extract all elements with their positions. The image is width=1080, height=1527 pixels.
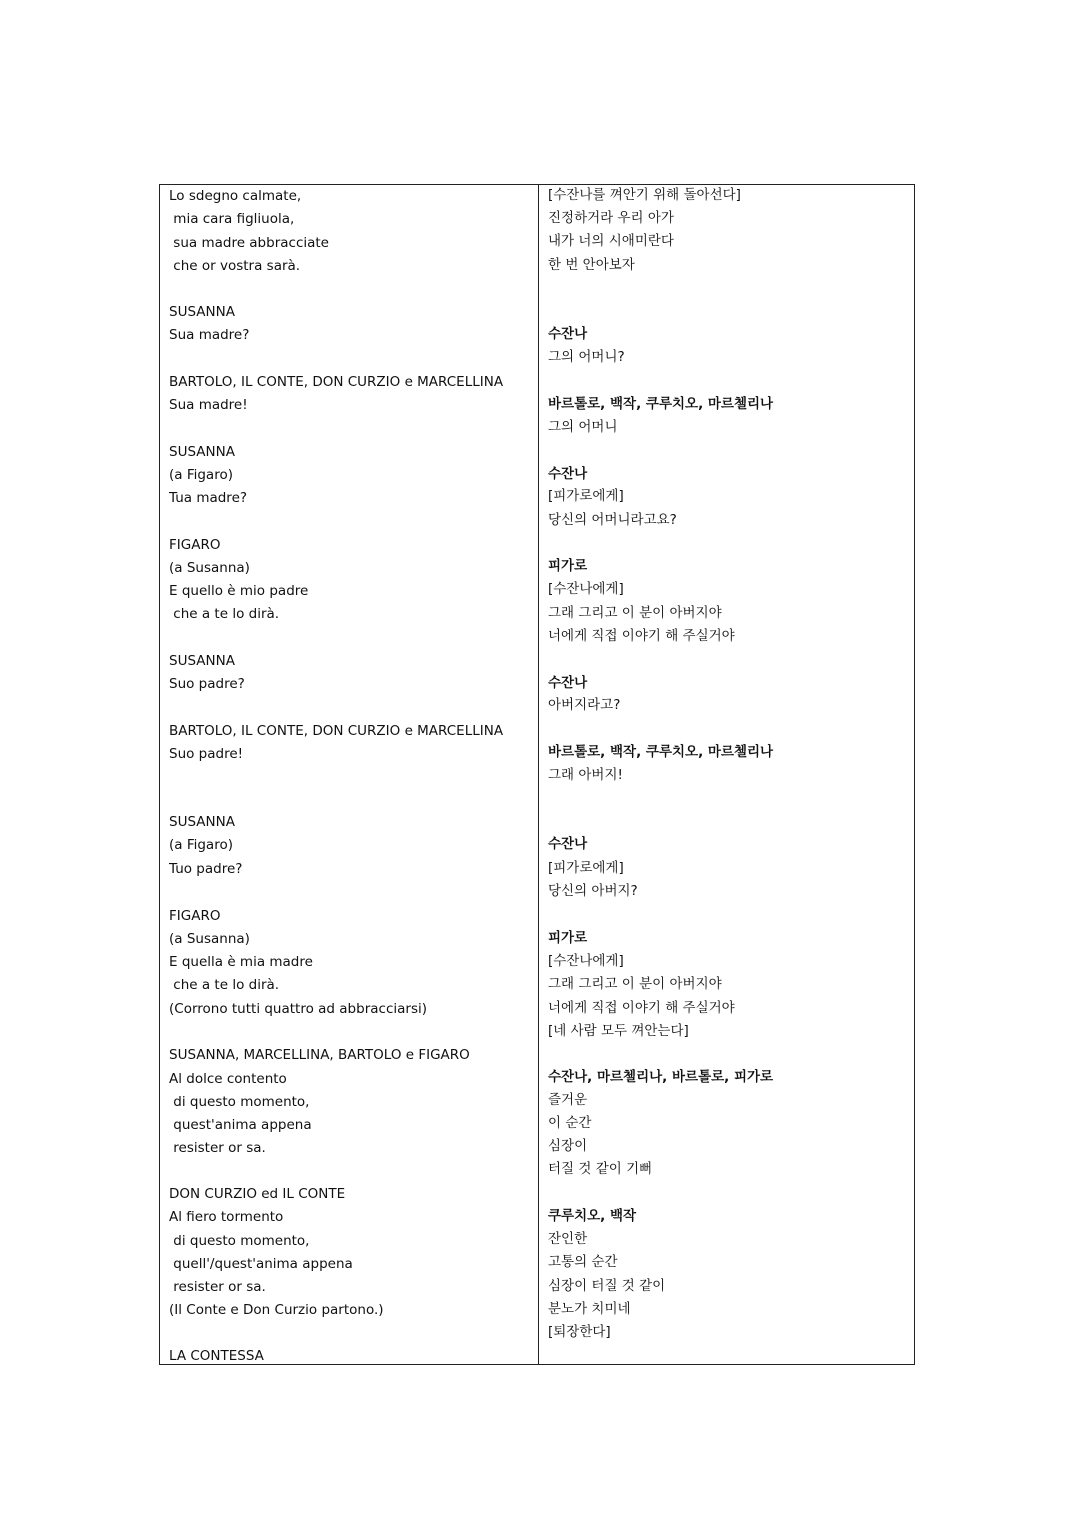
korean-speaker-name: 수잔나, 마르첼리나, 바르톨로, 피가로 [548, 1069, 774, 1085]
korean-stage-direction: [네 사람 모두 껴안는다] [548, 1023, 689, 1039]
korean-speaker-name: 피가로 [548, 558, 588, 574]
italian-speaker-name: SUSANNA, MARCELLINA, BARTOLO e FIGARO [169, 1047, 470, 1063]
korean-speaker-name: 수잔나 [548, 326, 588, 342]
korean-verse-line: 고통의 순간 [548, 1254, 618, 1270]
italian-verse-line: sua madre abbracciate [169, 235, 329, 251]
korean-verse-line: 한 번 안아보자 [548, 257, 635, 273]
italian-verse-line: Al dolce contento [169, 1071, 287, 1087]
italian-speaker-name: FIGARO [169, 908, 221, 924]
korean-verse-line: 그의 어머니? [548, 349, 625, 365]
italian-verse-line: Sua madre? [169, 327, 250, 343]
italian-verse-line: che a te lo dirà. [169, 606, 280, 622]
italian-stage-direction: (a Figaro) [169, 467, 233, 483]
korean-verse-line: 잔인한 [548, 1231, 588, 1247]
italian-speaker-name: SUSANNA [169, 814, 235, 830]
korean-speaker-name: 쿠루치오, 백작 [548, 1208, 637, 1224]
korean-verse-line: 심장이 [548, 1138, 588, 1154]
korean-verse-line: 내가 너의 시애미란다 [548, 233, 674, 249]
italian-verse-line: di questo momento, [169, 1094, 310, 1110]
italian-verse-line: Tuo padre? [169, 861, 243, 877]
italian-speaker-name: FIGARO [169, 537, 221, 553]
libretto-table [159, 184, 915, 1365]
italian-speaker-name: SUSANNA [169, 653, 235, 669]
italian-stage-direction: (a Figaro) [169, 837, 233, 853]
korean-speaker-name: 수잔나 [548, 675, 588, 691]
italian-verse-line: E quello è mio padre [169, 583, 309, 599]
korean-verse-line: 그래 그리고 이 분이 아버지야 [548, 976, 722, 992]
italian-speaker-name: SUSANNA [169, 304, 235, 320]
korean-stage-direction: [수잔나를 껴안기 위해 돌아선다] [548, 187, 741, 203]
korean-verse-line: 진정하거라 우리 아가 [548, 210, 674, 226]
korean-verse-line: 아버지라고? [548, 697, 621, 713]
italian-speaker-name: DON CURZIO ed IL CONTE [169, 1186, 346, 1202]
italian-stage-direction: (Corrono tutti quattro ad abbracciarsi) [169, 1001, 427, 1017]
korean-stage-direction: [피가로에게] [548, 488, 624, 504]
korean-verse-line: 당신의 아버지? [548, 883, 638, 899]
korean-stage-direction: [수잔나에게] [548, 953, 624, 969]
korean-stage-direction: [퇴장한다] [548, 1324, 611, 1340]
korean-verse-line: 이 순간 [548, 1115, 592, 1131]
korean-verse-line: 즐거운 [548, 1092, 588, 1108]
italian-stage-direction: (a Susanna) [169, 931, 250, 947]
italian-stage-direction: (Il Conte e Don Curzio partono.) [169, 1302, 384, 1318]
korean-verse-line: 그의 어머니 [548, 419, 618, 435]
italian-verse-line: quell'/quest'anima appena [169, 1256, 353, 1272]
italian-verse-line: mia cara figliuola, [169, 211, 295, 227]
italian-verse-line: E quella è mia madre [169, 954, 313, 970]
korean-verse-line: 그래 그리고 이 분이 아버지야 [548, 605, 722, 621]
italian-speaker-name: LA CONTESSA [169, 1348, 264, 1364]
korean-verse-line: 당신의 어머니라고요? [548, 512, 677, 528]
korean-speaker-name: 바르톨로, 백작, 쿠루치오, 마르첼리나 [548, 396, 774, 412]
italian-verse-line: Lo sdegno calmate, [169, 188, 302, 204]
korean-speaker-name: 피가로 [548, 930, 588, 946]
korean-verse-line: 너에게 직접 이야기 해 주실거야 [548, 1000, 735, 1016]
korean-stage-direction: [수잔나에게] [548, 581, 624, 597]
italian-speaker-name: BARTOLO, IL CONTE, DON CURZIO e MARCELLINA [169, 723, 504, 739]
korean-speaker-name: 바르톨로, 백작, 쿠루치오, 마르첼리나 [548, 744, 774, 760]
italian-verse-line: Suo padre? [169, 676, 245, 692]
italian-speaker-name: SUSANNA [169, 444, 235, 460]
italian-verse-line: che a te lo dirà. [169, 977, 280, 993]
korean-verse-line: 터질 것 같이 기뻐 [548, 1161, 653, 1177]
korean-verse-line: 심장이 터질 것 같이 [548, 1278, 666, 1294]
korean-speaker-name: 수잔나 [548, 466, 588, 482]
italian-verse-line: resister or sa. [169, 1140, 266, 1156]
italian-verse-line: Al fiero tormento [169, 1209, 284, 1225]
italian-stage-direction: (a Susanna) [169, 560, 250, 576]
korean-stage-direction: [피가로에게] [548, 860, 624, 876]
korean-verse-line: 너에게 직접 이야기 해 주실거야 [548, 628, 735, 644]
korean-verse-line: 분노가 치미네 [548, 1301, 631, 1317]
korean-speaker-name: 수잔나 [548, 836, 588, 852]
italian-verse-line: quest'anima appena [169, 1117, 312, 1133]
italian-speaker-name: BARTOLO, IL CONTE, DON CURZIO e MARCELLINA [169, 374, 504, 390]
column-divider [538, 185, 539, 1364]
italian-verse-line: Tua madre? [169, 490, 248, 506]
italian-verse-line: Suo padre! [169, 746, 244, 762]
italian-verse-line: di questo momento, [169, 1233, 310, 1249]
italian-verse-line: che or vostra sarà. [169, 258, 301, 274]
korean-verse-line: 그래 아버지! [548, 767, 623, 783]
italian-verse-line: Sua madre! [169, 397, 248, 413]
italian-verse-line: resister or sa. [169, 1279, 266, 1295]
